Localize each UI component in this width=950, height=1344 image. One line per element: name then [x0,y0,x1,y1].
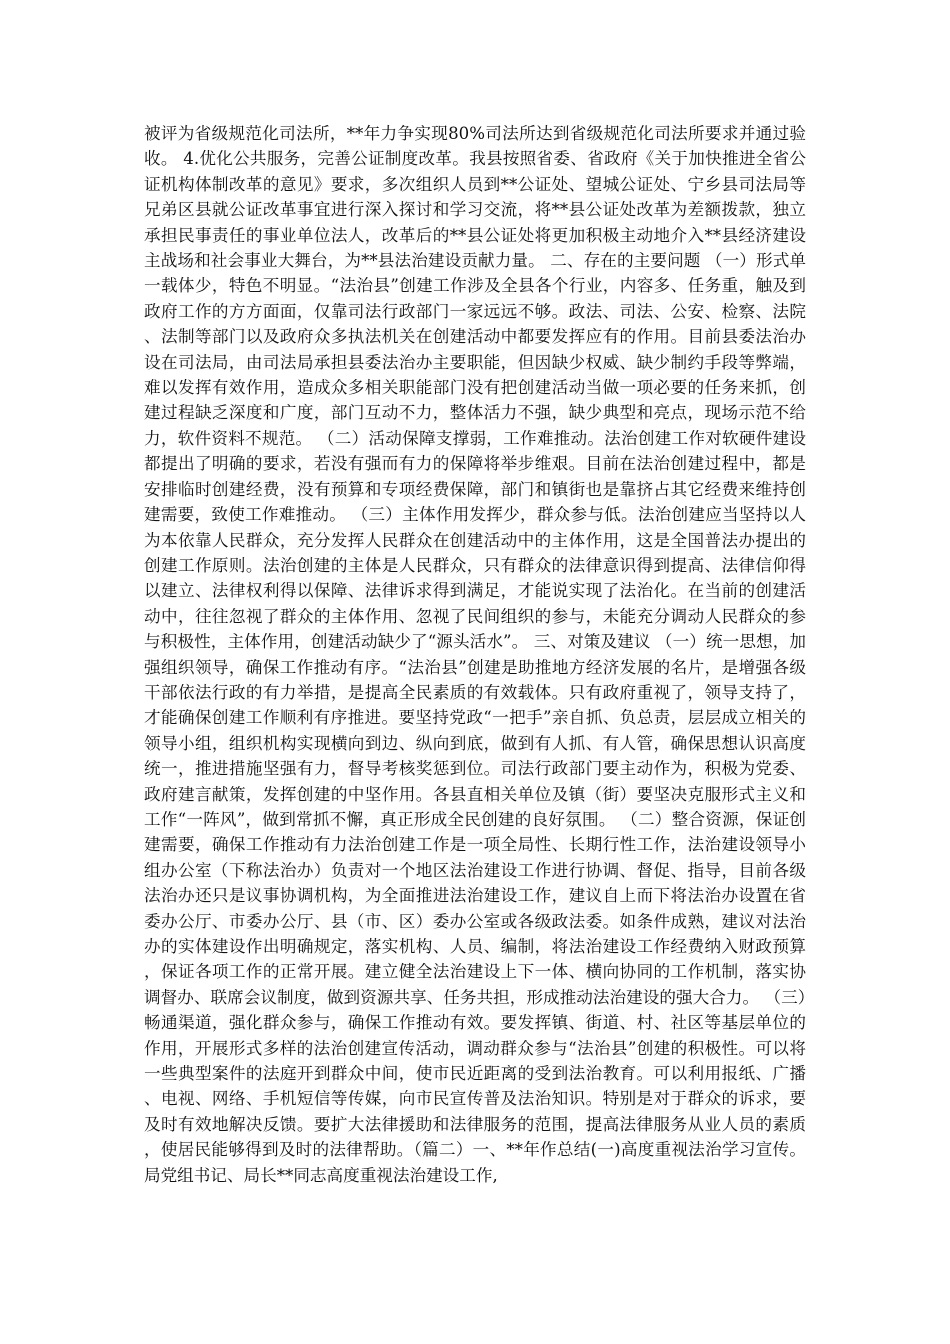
body-paragraph: 被评为省级规范化司法所，**年力争实现80%司法所达到省级规范化司法所要求并通过验收。 4.优化公共服务，完善公证制度改革。我县按照省委、省政府《关于加快推进全省公证机构体制改革的意见》要求，多次组织人员到**公证处、望城公证处、宁乡县司法局等兄弟区县就公证改革事宜进行深入探讨和学习交流，将**县公证处改革为差额拨款，独立承担民事责任的事业单位法人，改革后的**县公证处将更加积极主动地介入**县经济建设主战场和社会事业大舞台，为**县法治建设贡献力量。 二、存在的主要问题 （一）形式单一载体少，特色不明显。“法治县”创建工作涉及全县各个行业，内容多、任务重，触及到政府工作的方方面面，仅靠司法行政部门一家远远不够。政法、司法、公安、检察、法院、法制等部门以及政府众多执法机关在创建活动中都要发挥应有的作用。目前县委法治办设在司法局，由司法局承担县委法治办主要职能，但因缺少权威、缺少制约手段等弊端，难以发挥有效作用，造成众多相关职能部门没有把创建活动当做一项必要的任务来抓，创建过程缺乏深度和广度，部门互动不力，整体活力不强，缺少典型和亮点，现场示范不给力，软件资料不规范。 （二）活动保障支撑弱，工作难推动。法治创建工作对软硬件建设都提出了明确的要求，若没有强而有力的保障将举步维艰。目前在法治创建过程中，都是安排临时创建经费，没有预算和专项经费保障，部门和镇街也是靠挤占其它经费来维持创建需要，致使工作难推动。 （三）主体作用发挥少，群众参与低。法治创建应当坚持以人为本依靠人民群众，充分发挥人民群众在创建活动中的主体作用，这是全国普法办提出的创建工作原则。法治创建的主体是人民群众，只有群众的法律意识得到提高、法律信仰得以建立、法律权利得以保障、法律诉求得到满足，才能说实现了法治化。在当前的创建活动中，往往忽视了群众的主体作用、忽视了民间组织的参与，未能充分调动人民群众的参与积极性，主体作用，创建活动缺少了“源头活水”。 三、对策及建议 （一）统一思想，加强组织领导，确保工作推动有序。“法治县”创建是助推地方经济发展的名片，是增强各级干部依法行政的有力举措，是提高全民素质的有效载体。只有政府重视了，领导支持了，才能确保创建工作顺利有序推进。要坚持党政“一把手”亲自抓、负总责，层层成立相关的领导小组，组织机构实现横向到边、纵向到底，做到有人抓、有人管，确保思想认识高度统一，推进措施坚强有力，督导考核奖惩到位。司法行政部门要主动作为，积极为党委、政府建言献策，发挥创建的中坚作用。各县直相关单位及镇（街）要坚决克服形式主义和工作“一阵风”，做到常抓不懈，真正形成全民创建的良好氛围。 （二）整合资源，保证创建需要，确保工作推动有力法治创建工作是一项全局性、长期行性工作，法治建设领导小组办公室（下称法治办）负责对一个地区法治建设工作进行协调、督促、指导，目前各级法治办还只是议事协调机构，为全面推进法治建设工作，建议自上而下将法治办设置在省委办公厅、市委办公厅、县（市、区）委办公室或各级政法委。如条件成熟，建议对法治办的实体建设作出明确规定，落实机构、人员、编制，将法治建设工作经费纳入财政预算，保证各项工作的正常开展。建立健全法治建设上下一体、横向协同的工作机制，落实协调督办、联席会议制度，做到资源共享、任务共担，形成推动法治建设的强大合力。 （三）畅通渠道，强化群众参与，确保工作推动有效。要发挥镇、街道、村、社区等基层单位的作用，开展形式多样的法治创建宣传活动，调动群众参与“法治县”创建的积极性。可以将一些典型案件的法庭开到群众中间，使市民近距离的受到法治教育。可以利用报纸、广播、电视、网络、手机短信等传媒，向市民宣传普及法治知识。特别是对于群众的诉求，要及时有效地解决反馈。要扩大法律援助和法律服务的范围，提高法律服务从业人员的素质，使居民能够得到及时的法律帮助。（篇二）一、**年作总结(一)高度重视法治学习宣传。局党组书记、局长**同志高度重视法治建设工作, [144,124,806,1185]
document-page [144,121,806,1231]
